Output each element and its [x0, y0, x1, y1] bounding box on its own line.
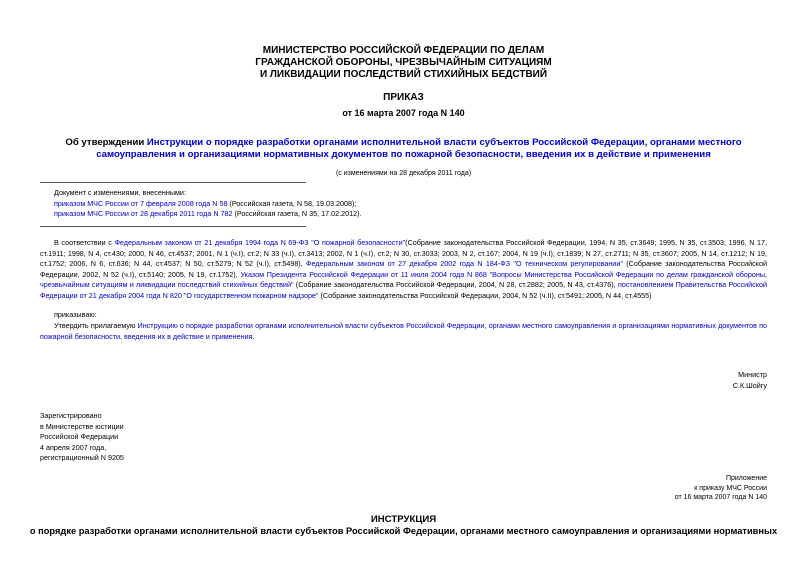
ministry-header-line: И ЛИКВИДАЦИИ ПОСЛЕДСТВИЙ СТИХИЙНЫХ БЕДСТВИЙ — [259, 69, 548, 80]
ministry-header-line: ГРАЖДАНСКОЙ ОБОРОНЫ, ЧРЕЗВЫЧАЙНЫМ СИТУАЦИЯМ — [255, 57, 552, 68]
registration-line: в Министерстве юстиции — [40, 421, 124, 431]
appendix-block — [675, 474, 767, 503]
order-label: ПРИКАЗ — [383, 92, 424, 103]
order-word: приказываю: — [54, 310, 97, 319]
doc-change-tail: (Российская газета, N 58, 19.03.2008); — [227, 198, 357, 208]
registration-block — [40, 411, 124, 464]
appendix-line: к приказу МЧС России — [694, 484, 767, 492]
preamble-text: В соответствии с — [54, 238, 115, 247]
ministry-header-line: МИНИСТЕРСТВО РОССИЙСКОЙ ФЕДЕРАЦИИ ПО ДЕЛАМ — [262, 45, 545, 56]
preamble-text: (Собрание законодательства Российской Федерации, 1994, N 35, ст.3649; 1995, N 35, ст.3503; 1996, N 17, ст.1911; 1998, N 4, ст.430; 2000, N 46, ст.4537; 2001, N 1 (ч.I), ст.2; N 33 (ч.I), ст.3413; 2002, N 1 (ч.I), ст.2; N 30, ст.3033; 2003, N 2, ст.167; 2004, N 19 (ч.I), ст.1839; N 27, ст.2711; N 35, ст.3607; 2005, N 14, ст.1212; N 19, ст.1752; 2006, N 6, ст.636; N 44, ст.4537; N 50, ст.5279; N 52 (ч.I), ст.5498), — [40, 238, 767, 269]
divider-top — [40, 182, 306, 183]
doc-change-link[interactable]: приказом МЧС России от 28 декабря 2011 года N 782 — [54, 209, 233, 218]
appendix-line: Приложение — [725, 475, 767, 482]
president-decree-link[interactable]: Указом Президента Российской Федерации от 11 июля 2004 года N 868 "Вопросы Министерства Российской Федерации по делам гражданской обороны, чрезвычайным ситуациям и ликвидации последствий стихийных бедствий" — [40, 269, 767, 290]
registration-line: 4 апреля 2007 года, — [40, 442, 107, 452]
instruction-link[interactable]: Инструкцию о порядке разработки органами исполнительной власти субъектов Российской Федерации, органами местного самоуправления и организациями нормативных документов по пожарной безопасности, введения их в действие и применения — [40, 321, 767, 341]
approve-text: Утвердить прилагаемую — [54, 321, 138, 330]
signature-block — [733, 370, 767, 391]
doc-change-link[interactable]: приказом МЧС России от 7 февраля 2008 года N 58 — [54, 198, 228, 208]
appendix-line: от 16 марта 2007 года N 140 — [674, 494, 767, 501]
changes-note: (с изменениями на 28 декабря 2011 года) — [335, 170, 472, 177]
signature-title: Министр — [738, 370, 767, 379]
approve-text: . — [252, 331, 255, 341]
tech-regulation-law-link[interactable]: Федеральным законом от 27 декабря 2002 года N 184-ФЗ "О техническом регулировании" — [306, 259, 623, 269]
doc-change-item — [54, 199, 361, 210]
registration-line: регистрационный N 9205 — [40, 453, 124, 462]
government-resolution-link[interactable]: постановлением Правительства Российской Федерации от 21 декабря 2004 года N 820 "О государственном пожарном надзоре" — [40, 280, 767, 300]
preamble-text: (Собрание законодательства Российской Федерации, 2004, N 28, ст.2882; 2005, N 43, ст.4376), — [293, 280, 618, 290]
document-changes-box — [54, 188, 361, 220]
doc-changes-heading: Документ с изменениями, внесенными: — [54, 188, 186, 197]
order-date: от 16 марта 2007 года N 140 — [342, 108, 465, 118]
fire-safety-law-link[interactable]: Федеральным законом от 21 декабря 1994 года N 69-ФЗ "О пожарной безопасности" — [114, 238, 406, 247]
ministry-header — [0, 45, 807, 81]
title-prefix: Об утверждении — [65, 137, 147, 148]
preamble-text: (Собрание законодательства Российской Федерации, 2002, N 52 (ч.I), ст.5140; 2005, N 19, ст.1752), — [40, 259, 767, 279]
signature-name: С.К.Шойгу — [732, 380, 767, 390]
doc-change-tail: (Российская газета, N 35, 17.02.2012). — [232, 209, 362, 218]
divider-bottom — [40, 226, 306, 227]
title-instruction-link[interactable]: Инструкции о порядке разработки органами исполнительной власти субъектов Российской Федерации, органами местного самоуправления и организациями нормативных документов по пожарной безопасности, введения их в действие и применения — [96, 137, 742, 160]
doc-change-item — [54, 209, 361, 220]
registration-line: Российской Федерации — [40, 432, 119, 441]
approve-paragraph — [40, 321, 767, 342]
document-title — [40, 137, 767, 161]
instruction-subtitle: о порядке разработки органами исполнительной власти субъектов Российской Федерации, органами местного самоуправления и организациями нормативных — [29, 526, 778, 536]
registration-line: Зарегистрировано — [40, 411, 102, 420]
preamble-text: (Собрание законодательства Российской Федерации, 2004, N 52 (ч.II), ст.5491; 2005, N 44, ст.4555) — [318, 290, 652, 300]
preamble-paragraph — [40, 238, 767, 302]
instruction-title: ИНСТРУКЦИЯ — [370, 514, 437, 525]
